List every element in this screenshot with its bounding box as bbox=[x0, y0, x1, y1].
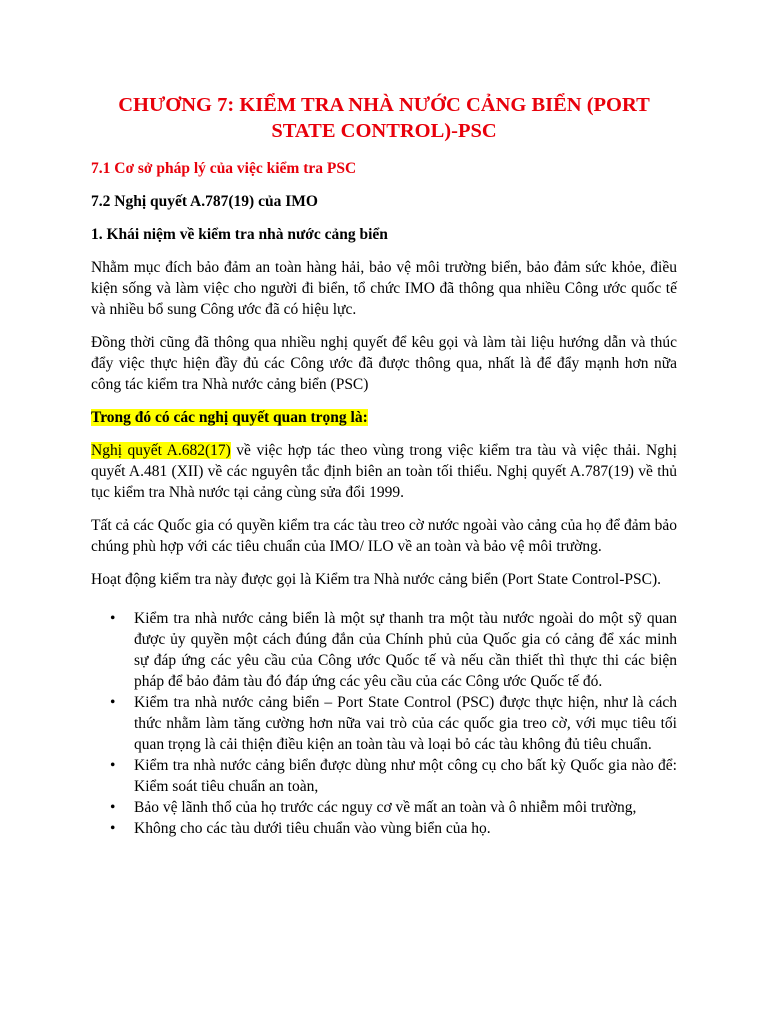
paragraph-3-text: về việc hợp tác theo vùng trong việc kiểm tra tàu và việc thải. Nghị quyết A.481 (XII) về các nguyên tắc định biên an toàn tối thiểu. Nghị quyết A.787(19) về thủ tục kiểm tra Nhà nước tại cảng cùng sửa đổi 1999. bbox=[91, 442, 677, 501]
bullet-list bbox=[91, 608, 677, 839]
section-7-2-heading: 7.2 Nghị quyết A.787(19) của IMO bbox=[91, 193, 318, 210]
list-item bbox=[110, 818, 677, 839]
list-item-text: Bảo vệ lãnh thổ của họ trước các nguy cơ về mất an toàn và ô nhiễm môi trường, bbox=[134, 799, 637, 816]
bullet-icon: • bbox=[110, 799, 116, 816]
bullet-icon: • bbox=[110, 820, 116, 837]
section-7-1-heading: 7.1 Cơ sở pháp lý của việc kiểm tra PSC bbox=[91, 160, 357, 177]
page-title: CHƯƠNG 7: KIỂM TRA NHÀ NƯỚC CẢNG BIỂN (PORT STATE CONTROL)-PSC bbox=[118, 94, 650, 142]
resolution-highlight: Nghị quyết A.682(17) bbox=[91, 442, 231, 459]
list-item bbox=[110, 755, 677, 797]
paragraph-3 bbox=[91, 440, 677, 503]
list-item bbox=[110, 692, 677, 755]
concept-heading: 1. Khái niệm về kiểm tra nhà nước cảng biển bbox=[91, 226, 388, 243]
bullet-icon: • bbox=[110, 757, 116, 774]
paragraph-2: Đồng thời cũng đã thông qua nhiều nghị quyết để kêu gọi và làm tài liệu hướng dẫn và thúc đẩy việc thực hiện đầy đủ các Công ước đã được thông qua, nhất là để đẩy mạnh hơn nữa công tác kiểm tra Nhà nước cảng biển (PSC) bbox=[91, 334, 677, 393]
highlighted-heading-text: Trong đó có các nghị quyết quan trọng là: bbox=[91, 409, 368, 426]
list-item-text: Kiểm tra nhà nước cảng biển – Port State Control (PSC) được thực hiện, như là cách thức nhằm làm tăng cường hơn nữa vai trò của các quốc gia treo cờ, với mục tiêu tối quan trọng là cải thiện điều kiện an toàn tàu và loại bỏ các tàu không đủ tiêu chuẩn. bbox=[134, 694, 677, 753]
paragraph-1: Nhằm mục đích bảo đảm an toàn hàng hải, bảo vệ môi trường biển, bảo đảm sức khỏe, điều kiện sống và làm việc cho người đi biển, tổ chức IMO đã thông qua nhiều Công ước quốc tế và nhiều bổ sung Công ước đã có hiệu lực. bbox=[91, 259, 677, 318]
highlighted-heading bbox=[91, 407, 677, 428]
list-item-text: Không cho các tàu dưới tiêu chuẩn vào vùng biển của họ. bbox=[134, 820, 491, 837]
list-item-text: Kiểm tra nhà nước cảng biển được dùng như một công cụ cho bất kỳ Quốc gia nào để: Kiểm soát tiêu chuẩn an toàn, bbox=[134, 757, 677, 795]
paragraph-5: Hoạt động kiểm tra này được gọi là Kiểm tra Nhà nước cảng biển (Port State Control-PSC). bbox=[91, 571, 661, 588]
list-item bbox=[110, 608, 677, 692]
list-item bbox=[110, 797, 677, 818]
bullet-icon: • bbox=[110, 694, 116, 711]
bullet-icon: • bbox=[110, 610, 116, 627]
list-item-text: Kiểm tra nhà nước cảng biển là một sự thanh tra một tàu nước ngoài do một sỹ quan được ủy quyền một cách đúng đắn của Chính phủ của Quốc gia có cảng để xác minh sự đáp ứng các yêu cầu của Công ước Quốc tế và nếu cần thiết thì thực thi các biện pháp để bảo đảm tàu đó đáp ứng các yêu cầu của các Công ước Quốc tế đó. bbox=[134, 610, 677, 690]
paragraph-4: Tất cả các Quốc gia có quyền kiểm tra các tàu treo cờ nước ngoài vào cảng của họ để đảm bảo chúng phù hợp với các tiêu chuẩn của IMO/ ILO về an toàn và bảo vệ môi trường. bbox=[91, 517, 677, 555]
